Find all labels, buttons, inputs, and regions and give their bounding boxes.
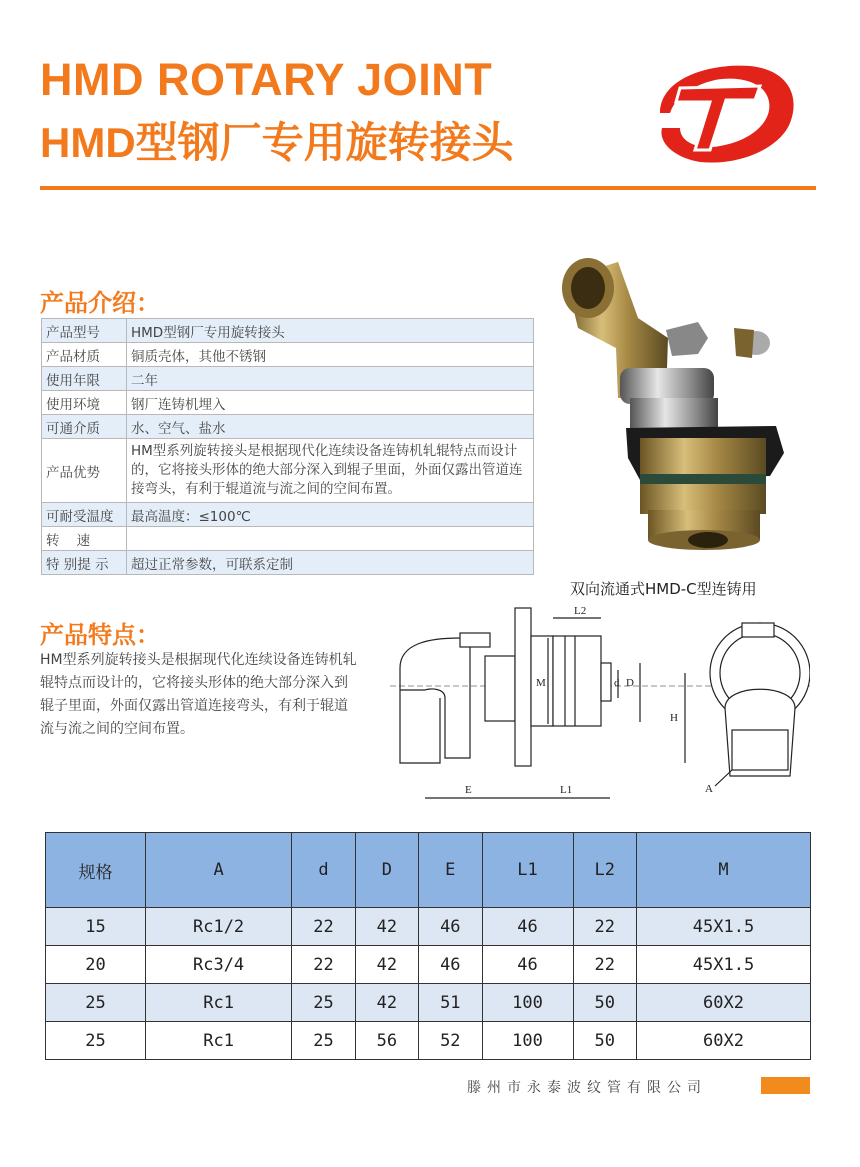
intro-key: 可耐受温度 (42, 503, 127, 527)
intro-key: 产品材质 (42, 343, 127, 367)
table-cell: Rc3/4 (145, 946, 291, 984)
table-row (42, 319, 534, 343)
spec-table (45, 832, 811, 1060)
table-cell: 46 (482, 946, 573, 984)
dim-a: A (705, 783, 713, 795)
table-cell: 60X2 (636, 984, 810, 1022)
table-cell: 46 (482, 908, 573, 946)
title-divider (40, 186, 816, 190)
dim-l1: L1 (560, 784, 573, 796)
table-cell: 25 (292, 984, 355, 1022)
dim-h: H (670, 712, 678, 724)
col-header: 规格 (46, 833, 146, 908)
intro-value: HMD型钢厂专用旋转接头 (127, 319, 534, 343)
features-heading: 产品特点： (40, 621, 160, 649)
intro-key: 特 别提 示 (42, 551, 127, 575)
table-cell: Rc1 (145, 1022, 291, 1060)
table-cell: 51 (419, 984, 482, 1022)
col-header: D (355, 833, 418, 908)
col-header: L2 (573, 833, 636, 908)
table-header-row (46, 833, 811, 908)
table-row (42, 503, 534, 527)
col-header: M (636, 833, 810, 908)
dim-d-small: d (614, 677, 620, 689)
table-cell: Rc1 (145, 984, 291, 1022)
footer-accent-bar (761, 1077, 810, 1094)
intro-value: 水、空气、盐水 (127, 415, 534, 439)
title-english: HMD ROTARY JOINT (40, 54, 493, 105)
intro-key: 可通介质 (42, 415, 127, 439)
intro-value: 超过正常参数，可联系定制 (127, 551, 534, 575)
table-row (42, 527, 534, 551)
table-cell: 22 (292, 908, 355, 946)
table-cell: 22 (573, 908, 636, 946)
table-cell: 50 (573, 984, 636, 1022)
table-cell: 42 (355, 908, 418, 946)
table-cell: 100 (482, 1022, 573, 1060)
drawing-caption: 双向流通式HMD-C型连铸用 (570, 580, 757, 598)
col-header: d (292, 833, 355, 908)
company-logo (640, 58, 800, 168)
col-header: A (145, 833, 291, 908)
intro-key: 产品型号 (42, 319, 127, 343)
table-cell: 46 (419, 908, 482, 946)
dim-l2: L2 (574, 605, 587, 617)
table-cell: 60X2 (636, 1022, 810, 1060)
intro-value: 钢厂连铸机埋入 (127, 391, 534, 415)
col-header: E (419, 833, 482, 908)
company-name: 滕州市永泰波纹管有限公司 (467, 1080, 707, 1096)
table-row (42, 415, 534, 439)
intro-value: 铜质壳体，其他不锈钢 (127, 343, 534, 367)
table-cell: 50 (573, 1022, 636, 1060)
table-cell: 46 (419, 946, 482, 984)
intro-key: 产品优势 (42, 439, 127, 503)
product-photo (548, 248, 788, 563)
table-cell: 52 (419, 1022, 482, 1060)
dim-e: E (465, 784, 472, 796)
table-cell: 22 (573, 946, 636, 984)
col-header: L1 (482, 833, 573, 908)
intro-value: 最高温度：≤100℃ (127, 503, 534, 527)
table-row (42, 343, 534, 367)
table-row (46, 908, 811, 946)
technical-drawing (370, 598, 810, 813)
table-row (42, 367, 534, 391)
table-row (46, 946, 811, 984)
intro-value: HM型系列旋转接头是根据现代化连续设备连铸机轧辊特点而设计的，它将接头形体的绝大部分深入到辊子里面，外面仅露出管道连接弯头，有利于辊道流与流之间的空间布置。 (127, 439, 534, 503)
table-row (42, 551, 534, 575)
intro-heading: 产品介绍： (40, 289, 160, 317)
table-row (46, 984, 811, 1022)
table-row (46, 1022, 811, 1060)
features-text: HM型系列旋转接头是根据现代化连续设备连铸机轧辊特点而设计的，它将接头形体的绝大部分深入到辊子里面，外面仅露出管道连接弯头，有利于辊道流与流之间的空间布置。 (40, 652, 357, 737)
table-cell: 42 (355, 946, 418, 984)
table-cell: 42 (355, 984, 418, 1022)
intro-value (127, 527, 534, 551)
intro-table (41, 318, 534, 575)
table-cell: Rc1/2 (145, 908, 291, 946)
table-cell: 25 (46, 1022, 146, 1060)
title-chinese: HMD型钢厂专用旋转接头 (40, 119, 514, 166)
intro-value: 二年 (127, 367, 534, 391)
table-cell: 45X1.5 (636, 908, 810, 946)
dim-d-large: D (626, 677, 634, 689)
table-cell: 20 (46, 946, 146, 984)
intro-key: 转 速 (42, 527, 127, 551)
dim-m: M (536, 677, 546, 689)
table-row (42, 439, 534, 503)
table-cell: 15 (46, 908, 146, 946)
table-cell: 22 (292, 946, 355, 984)
intro-key: 使用年限 (42, 367, 127, 391)
table-cell: 45X1.5 (636, 946, 810, 984)
table-cell: 25 (46, 984, 146, 1022)
intro-key: 使用环境 (42, 391, 127, 415)
table-cell: 100 (482, 984, 573, 1022)
table-row (42, 391, 534, 415)
table-cell: 56 (355, 1022, 418, 1060)
table-cell: 25 (292, 1022, 355, 1060)
